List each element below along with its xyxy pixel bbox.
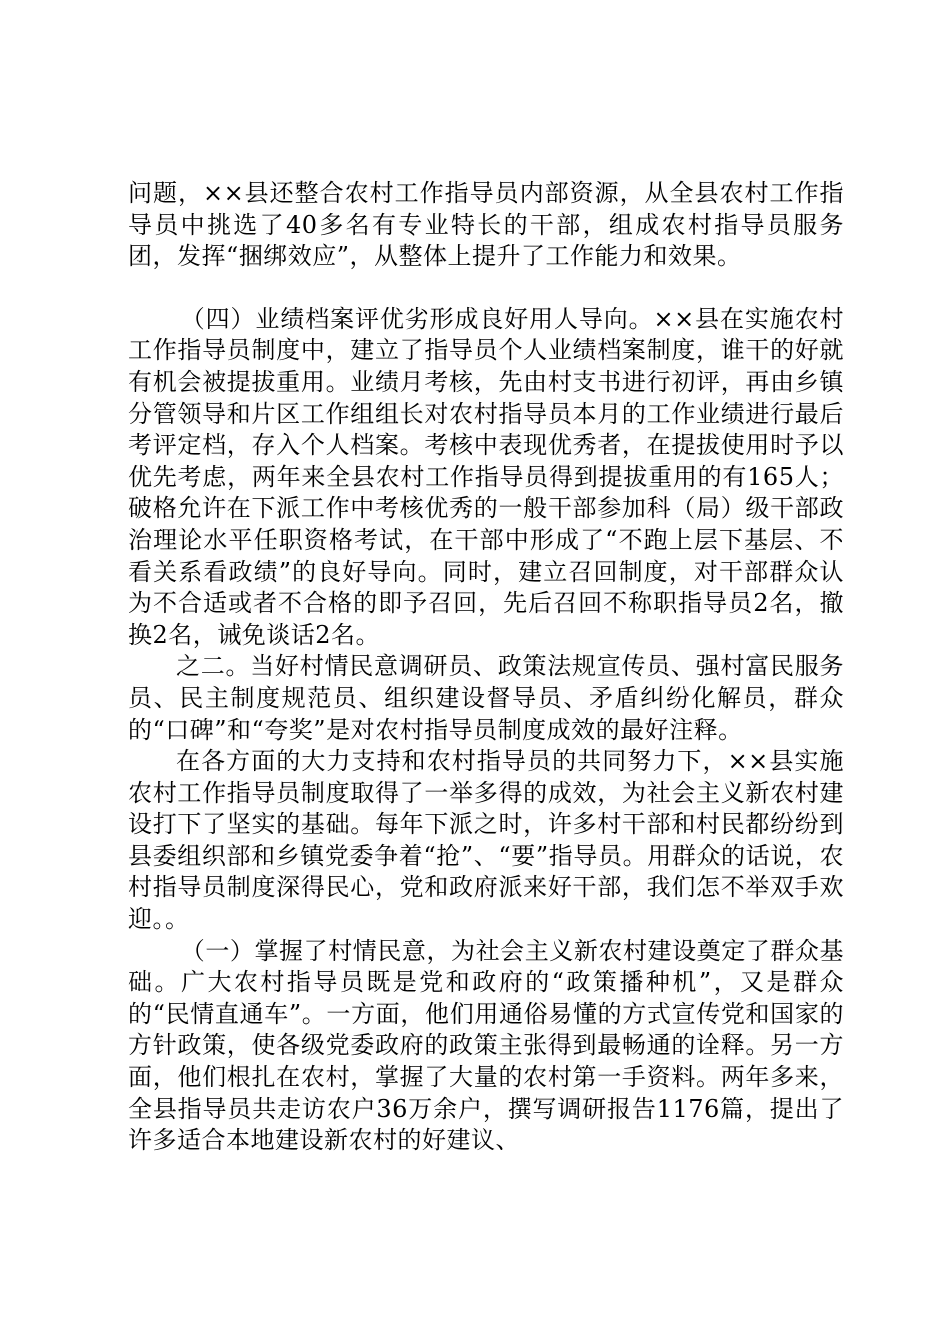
paragraph-results: 在各方面的大力支持和农村指导员的共同努力下，××县实施农村工作指导员制度取得了一举多得的成效，为社会主义新农村建设打下了坚实的基础。每年下派之时，许多村干部和村民都纷纷到县委组织部和乡镇党委争着“抢”、“要”指导员。用群众的话说，农村指导员制度深得民心，党和政府派来好干部，我们怎不举双手欢迎。。 xyxy=(128,747,844,934)
paragraph-section-one: （一）掌握了村情民意，为社会主义新农村建设奠定了群众基础。广大农村指导员既是党和政府的“政策播种机”，又是群众的“民情直通车”。一方面，他们用通俗易懂的方式宣传党和国家的方针政策，使各级党委政府的政策主张得到最畅通的诠释。另一方面，他们根扎在农村，掌握了大量的农村第一手资料。两年多来，全县指导员共走访农户36万余户，撰写调研报告1176篇，提出了许多适合本地建设新农村的好建议、 xyxy=(128,936,844,1155)
paragraph-part-two: 之二。当好村情民意调研员、政策法规宣传员、强村富民服务员、民主制度规范员、组织建设督导员、矛盾纠纷化解员，群众的“口碑”和“夸奖”是对农村指导员制度成效的最好注释。 xyxy=(128,652,844,744)
paragraph-continuation: 问题，××县还整合农村工作指导员内部资源，从全县农村工作指导员中挑选了40多名有专业特长的干部，组成农村指导员服务团，发挥“捆绑效应”，从整体上提升了工作能力和效果。 xyxy=(128,179,844,271)
paragraph-section-four: （四）业绩档案评优劣形成良好用人导向。××县在实施农村工作指导员制度中，建立了指导员个人业绩档案制度，谁干的好就有机会被提拔重用。业绩月考核，先由村支书进行初评，再由乡镇分管领导和片区工作组组长对农村指导员本月的工作业绩进行最后考评定档，存入个人档案。考核中表现优秀者，在提拔使用时予以优先考虑，两年来全县农村工作指导员得到提拔重用的有165人；破格允许在下派工作中考核优秀的一般干部参加科（局）级干部政治理论水平任职资格考试，在干部中形成了“不跑上层下基层、不看关系看政绩”的良好导向。同时，建立召回制度，对干部群众认为不合适或者不合格的即予召回，先后召回不称职指导员2名，撤换2名，诫免谈话2名。 xyxy=(128,304,844,649)
document-body xyxy=(128,178,844,1157)
